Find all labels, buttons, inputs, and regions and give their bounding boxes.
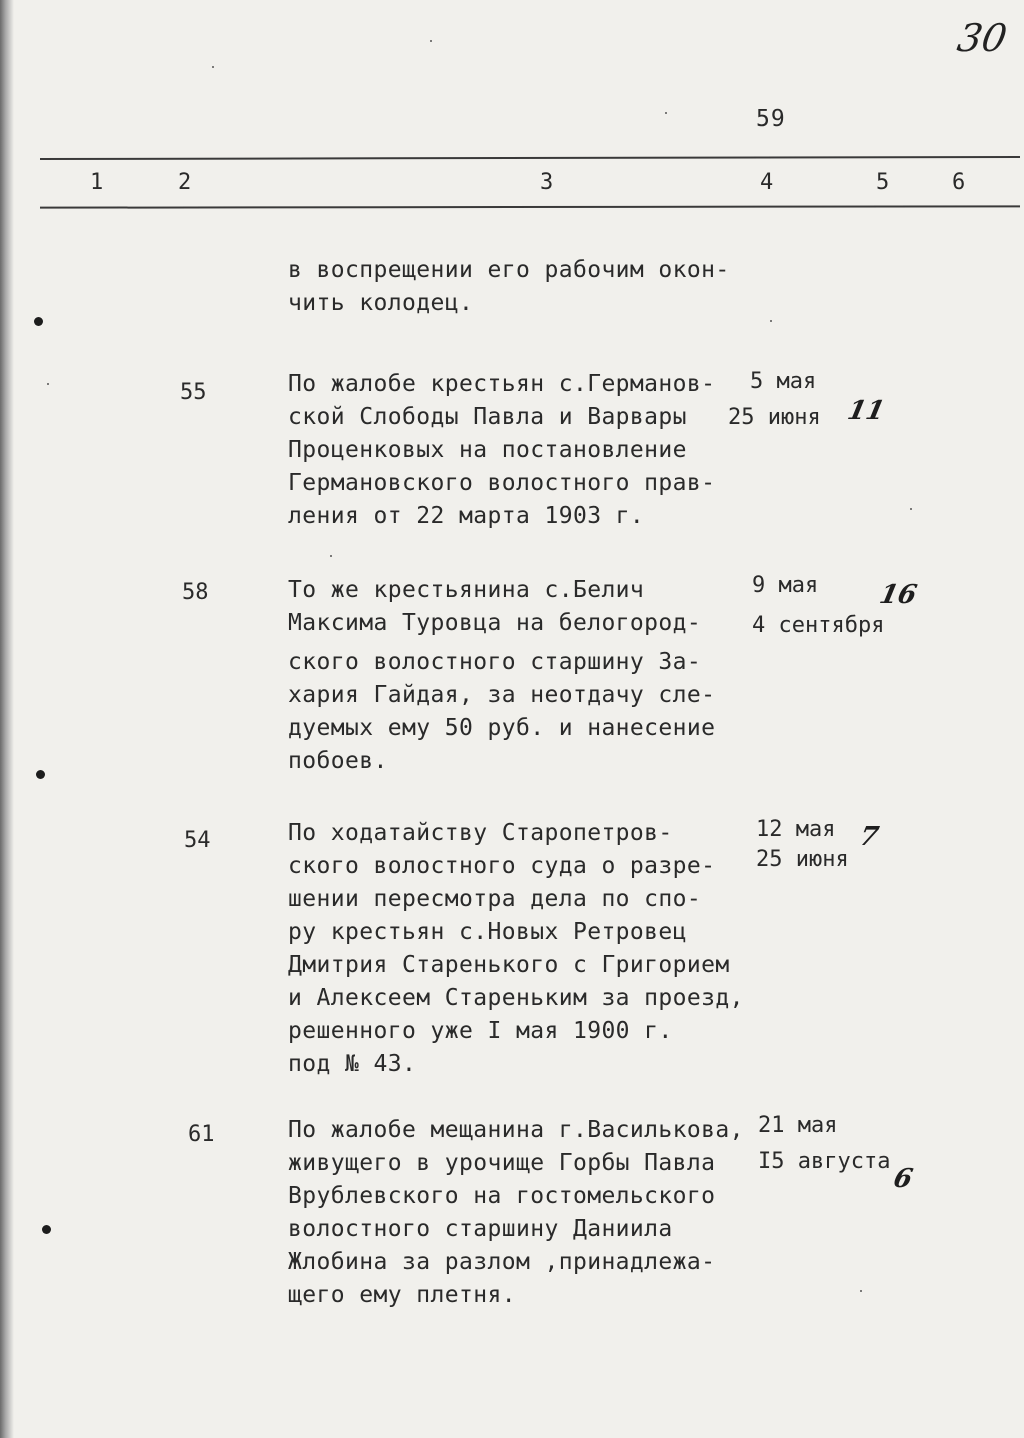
page-number: 59 (756, 106, 786, 132)
text-line: побоев. (288, 748, 388, 774)
text-line: Максима Туровца на белогород- (288, 610, 702, 636)
column-header-3: 3 (540, 170, 554, 195)
column-header-5: 5 (876, 170, 890, 195)
binding-hole-mark (34, 317, 43, 326)
paper-speck (330, 555, 332, 557)
text-line: Проценковых на постановление (288, 437, 687, 463)
entry-number: 55 (180, 380, 207, 405)
handwritten-note: 7 (856, 822, 882, 852)
entry-number: 58 (182, 580, 209, 605)
scan-left-edge (0, 0, 14, 1438)
entry-description (288, 368, 718, 533)
text-line: То же крестьянина с.Белич (288, 577, 645, 603)
paper-speck (860, 1290, 862, 1292)
text-line: и Алексеем Стареньким за проезд, (288, 985, 744, 1011)
entry-description (288, 1114, 744, 1312)
text-line: Врублевского на гостомельского (288, 1183, 716, 1209)
text-line: шении пересмотра дела по спо- (288, 886, 702, 912)
date-resolved: I5 августа (758, 1149, 891, 1174)
text-line: По жалобе мещанина г.Василькова, (288, 1117, 744, 1143)
text-line: ского волостного суда о разре- (288, 853, 716, 879)
text-line: живущего в урочище Горбы Павла (288, 1150, 716, 1176)
text-line: По жалобе крестьян с.Германов- (288, 371, 716, 397)
binding-hole-mark (36, 770, 45, 779)
paper-speck (910, 508, 912, 510)
column-header-2: 2 (178, 170, 192, 195)
text-line: Дмитрия Старенького с Григорием (288, 952, 730, 978)
date-received: 5 мая (750, 369, 817, 394)
text-line: в воспрещении его рабочим окон- (288, 257, 730, 283)
date-resolved: 4 сентября (752, 613, 885, 638)
entry-description (288, 574, 718, 778)
text-line: Германовского волостного прав- (288, 470, 716, 496)
text-line: По ходатайству Старопетров- (288, 820, 673, 846)
continuation-text (288, 254, 730, 320)
entry-dates (756, 812, 926, 878)
paper-speck (665, 112, 667, 114)
table-header-bottom-rule (40, 205, 1020, 208)
text-line: дуемых ему 50 руб. и нанесение (288, 715, 716, 741)
paper-speck (770, 320, 772, 322)
entry-number: 54 (184, 828, 211, 853)
text-line: ру крестьян с.Новых Ретровец (288, 919, 687, 945)
archive-sheet-number: 30 (953, 16, 1010, 60)
text-line: ского волостного старшину За- (288, 649, 702, 675)
entry-number: 61 (188, 1122, 215, 1147)
text-line: решенного уже I мая 1900 г. (288, 1018, 673, 1044)
paper-speck (47, 383, 49, 385)
binding-hole-mark (42, 1225, 51, 1234)
text-line: хария Гайдая, за неотдачу сле- (288, 682, 716, 708)
handwritten-note: 6 (890, 1164, 916, 1194)
text-line: чить колодец. (288, 290, 474, 316)
date-resolved: 25 июня (756, 847, 849, 872)
column-header-1: 1 (90, 170, 104, 195)
text-line: ления от 22 марта 1903 г. (288, 503, 645, 529)
text-line: волостного старшину Даниила (288, 1216, 673, 1242)
paper-speck (430, 40, 432, 42)
handwritten-note: 16 (876, 580, 920, 610)
date-received: 12 мая (756, 817, 836, 842)
column-header-4: 4 (760, 170, 774, 195)
paper-speck (212, 66, 214, 68)
date-received: 21 мая (758, 1113, 838, 1138)
text-line: щего ему плетня. (288, 1282, 516, 1308)
text-line: ской Слободы Павла и Варвары (288, 404, 687, 430)
handwritten-note: 11 (844, 396, 888, 426)
date-resolved: 25 июня (728, 405, 821, 430)
column-header-6: 6 (952, 170, 966, 195)
table-header-top-rule (40, 156, 1020, 160)
date-received: 9 мая (752, 573, 819, 598)
text-line: под № 43. (288, 1051, 417, 1077)
text-line: Жлобина за разлом ,принадлежа- (288, 1249, 716, 1275)
entry-description (288, 817, 744, 1081)
